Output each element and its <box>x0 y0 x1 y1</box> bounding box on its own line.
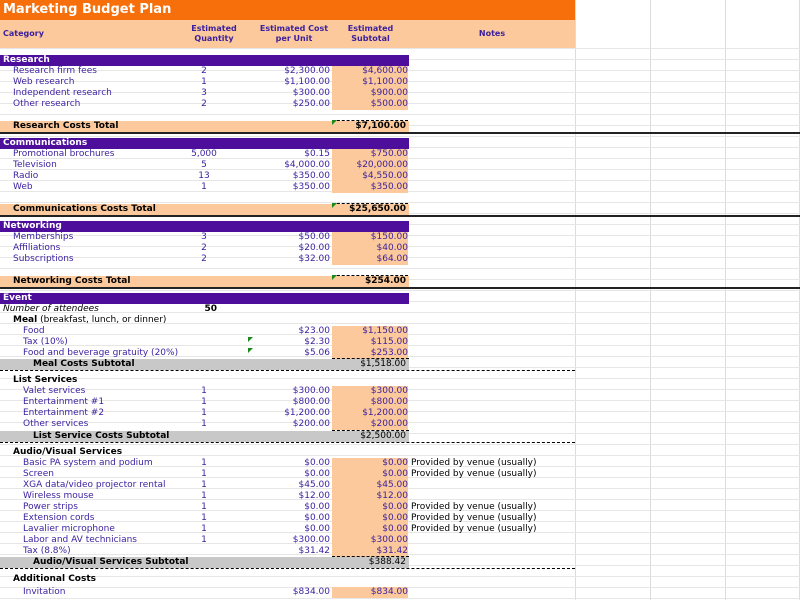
item-quantity[interactable]: 2 <box>201 254 207 264</box>
dashed-divider <box>332 358 409 359</box>
av-heading-row <box>0 447 800 458</box>
item-subtotal[interactable]: $40.00 <box>332 243 408 254</box>
table-row <box>0 254 800 265</box>
header-subtotal[interactable]: Estimated Subtotal <box>332 20 409 48</box>
table-row <box>0 232 800 243</box>
attendees-row <box>0 304 800 315</box>
section-divider <box>0 132 800 134</box>
item-subtotal[interactable]: $200.00 <box>332 419 408 430</box>
item-cost[interactable]: $0.00 <box>304 458 330 468</box>
item-subtotal[interactable]: $300.00 <box>332 386 408 397</box>
list-heading-row <box>0 375 800 386</box>
item-subtotal[interactable]: $834.00 <box>332 587 408 598</box>
item-subtotal[interactable]: $31.42 <box>332 546 408 557</box>
dashed-divider <box>332 556 409 557</box>
table-row <box>0 502 800 513</box>
item-subtotal[interactable]: $1,150.00 <box>332 326 408 337</box>
item-subtotal[interactable]: $0.00 <box>332 469 408 480</box>
av-heading: Audio/Visual Services <box>13 447 123 457</box>
subtotal-label: List Service Costs Subtotal <box>33 431 170 441</box>
item-quantity[interactable]: 1 <box>201 513 207 523</box>
item-subtotal[interactable]: $20,000.00 <box>332 160 408 171</box>
item-cost[interactable]: $834.00 <box>292 587 330 597</box>
list-heading: List Services <box>13 375 78 385</box>
total-value[interactable]: $7,100.00 <box>355 121 406 131</box>
total-value[interactable]: $254.00 <box>365 276 406 286</box>
subtotal-value[interactable]: $388.42 <box>368 557 406 567</box>
item-name[interactable]: Food and beverage gratuity (20%) <box>23 348 179 358</box>
table-row <box>0 66 800 77</box>
item-subtotal[interactable]: $1,100.00 <box>332 77 408 88</box>
item-note[interactable] <box>411 546 571 557</box>
subtotal-label: Meal Costs Subtotal <box>33 359 135 369</box>
item-note[interactable] <box>411 480 571 491</box>
item-subtotal[interactable]: $253.00 <box>332 348 408 359</box>
item-note[interactable] <box>411 535 571 546</box>
item-quantity[interactable]: 5 <box>201 160 207 170</box>
item-name[interactable]: Entertainment #1 <box>23 397 105 407</box>
item-name[interactable]: Labor and AV technicians <box>23 535 137 545</box>
dashed-divider <box>0 442 575 443</box>
item-name[interactable]: Independent research <box>13 88 112 98</box>
item-cost[interactable]: $350.00 <box>292 171 330 181</box>
item-cost[interactable]: $0.00 <box>304 513 330 523</box>
item-name[interactable]: Valet services <box>23 386 86 396</box>
error-indicator-icon <box>332 120 337 125</box>
item-quantity[interactable]: 1 <box>201 77 207 87</box>
table-row <box>0 524 800 535</box>
dashed-divider <box>0 370 575 371</box>
additional-heading-row <box>0 574 800 585</box>
item-quantity[interactable]: 3 <box>201 232 207 242</box>
item-name[interactable]: Screen <box>23 469 54 479</box>
item-note[interactable]: Provided by venue (usually) <box>411 502 537 512</box>
item-cost[interactable]: $300.00 <box>292 386 330 396</box>
total-label: Communications Costs Total <box>13 204 156 214</box>
header-notes[interactable]: Notes <box>409 20 575 48</box>
item-quantity[interactable]: 1 <box>201 397 207 407</box>
total-label: Networking Costs Total <box>13 276 131 286</box>
item-name[interactable]: Entertainment #2 <box>23 408 105 418</box>
item-cost[interactable]: $32.00 <box>298 254 330 264</box>
item-subtotal[interactable]: $0.00 <box>332 458 408 469</box>
item-cost[interactable]: $1,100.00 <box>284 77 330 87</box>
item-name[interactable]: Lavalier microphone <box>23 524 115 534</box>
table-row <box>0 397 800 408</box>
total-label: Research Costs Total <box>13 121 119 131</box>
table-row <box>0 386 800 397</box>
section-header[interactable]: Communications <box>0 138 409 149</box>
table-row <box>0 419 800 430</box>
header-quantity[interactable]: Estimated Quantity <box>172 20 256 48</box>
item-quantity[interactable]: 1 <box>201 408 207 418</box>
item-quantity[interactable]: 5,000 <box>191 149 217 159</box>
item-cost[interactable]: $45.00 <box>298 480 330 490</box>
item-name[interactable]: Radio <box>13 171 39 181</box>
item-subtotal[interactable]: $300.00 <box>332 535 408 546</box>
subtotal-value[interactable]: $1,518.00 <box>360 359 406 369</box>
item-subtotal[interactable]: $0.00 <box>332 513 408 524</box>
table-row <box>0 458 800 469</box>
table-row <box>0 535 800 546</box>
meal-heading-row <box>0 315 800 326</box>
item-subtotal[interactable]: $64.00 <box>332 254 408 265</box>
total-value[interactable]: $25,650.00 <box>349 204 406 214</box>
item-quantity[interactable]: 2 <box>201 99 207 109</box>
grid-line <box>0 136 800 137</box>
meal-heading-bold: Meal <box>13 315 38 325</box>
item-name[interactable]: Television <box>13 160 57 170</box>
item-quantity[interactable]: 1 <box>201 535 207 545</box>
item-quantity[interactable]: 1 <box>201 386 207 396</box>
item-cost[interactable]: $250.00 <box>292 99 330 109</box>
item-quantity[interactable]: 3 <box>201 88 207 98</box>
table-row <box>0 408 800 419</box>
item-name[interactable]: Web <box>13 182 33 192</box>
table-row <box>0 587 800 598</box>
meal-heading <box>13 315 203 326</box>
table-row <box>0 77 800 88</box>
table-row <box>0 171 800 182</box>
item-name[interactable]: Other services <box>23 419 89 429</box>
table-row <box>0 99 800 110</box>
table-row <box>0 182 800 193</box>
item-cost[interactable]: $12.00 <box>298 491 330 501</box>
item-cost[interactable]: $4,000.00 <box>284 160 330 170</box>
item-quantity[interactable]: 1 <box>201 458 207 468</box>
error-indicator-icon <box>248 337 253 342</box>
item-subtotal[interactable]: $4,550.00 <box>332 171 408 182</box>
item-quantity[interactable]: 2 <box>201 243 207 253</box>
item-cost[interactable]: $200.00 <box>292 419 330 429</box>
item-name[interactable]: Basic PA system and podium <box>23 458 153 468</box>
item-cost[interactable]: $300.00 <box>292 88 330 98</box>
item-cost[interactable]: $800.00 <box>292 397 330 407</box>
item-cost[interactable]: $350.00 <box>292 182 330 192</box>
total-box <box>332 275 408 286</box>
item-subtotal[interactable]: $0.00 <box>332 502 408 513</box>
item-cost[interactable]: $23.00 <box>298 326 330 336</box>
header-cost[interactable]: Estimated Cost per Unit <box>256 20 332 48</box>
item-quantity[interactable]: 2 <box>201 66 207 76</box>
item-name[interactable]: Extension cords <box>23 513 95 523</box>
table-row <box>0 491 800 502</box>
grid-line <box>0 290 800 291</box>
item-name[interactable]: Tax (10%) <box>23 337 68 347</box>
table-row <box>0 326 800 337</box>
item-name[interactable]: Tax (8.8%) <box>23 546 71 556</box>
item-name[interactable]: Promotional brochures <box>13 149 115 159</box>
table-row <box>0 149 800 160</box>
grid-line <box>0 114 800 115</box>
section-header[interactable]: Research <box>0 55 409 66</box>
item-name[interactable]: Affiliations <box>13 243 61 253</box>
table-row <box>0 469 800 480</box>
item-note[interactable]: Provided by venue (usually) <box>411 513 537 523</box>
sheet-title[interactable]: Marketing Budget Plan <box>0 0 575 20</box>
total-box <box>332 120 408 131</box>
item-cost[interactable]: $20.00 <box>298 243 330 253</box>
item-cost[interactable]: $0.15 <box>304 149 330 159</box>
item-cost[interactable]: $0.00 <box>304 469 330 479</box>
item-name[interactable]: Memberships <box>13 232 74 242</box>
item-name[interactable]: XGA data/video projector rental <box>23 480 166 490</box>
item-note[interactable]: Provided by venue (usually) <box>411 524 537 534</box>
attendees-value[interactable]: 50 <box>204 304 217 314</box>
item-subtotal[interactable]: $750.00 <box>332 149 408 160</box>
item-name[interactable]: Research firm fees <box>13 66 97 76</box>
item-name[interactable]: Food <box>23 326 45 336</box>
error-indicator-icon <box>332 275 337 280</box>
item-name[interactable]: Other research <box>13 99 81 109</box>
item-quantity[interactable]: 1 <box>201 524 207 534</box>
item-note[interactable]: Provided by venue (usually) <box>411 469 537 479</box>
item-cost[interactable]: $50.00 <box>298 232 330 242</box>
subtotal-row <box>0 557 409 568</box>
grid-line <box>0 268 800 269</box>
subtotal-row <box>0 431 409 442</box>
item-cost[interactable]: $0.00 <box>304 524 330 534</box>
item-subtotal[interactable]: $0.00 <box>332 524 408 535</box>
subtotal-row <box>0 359 409 370</box>
item-subtotal[interactable]: $115.00 <box>332 337 408 348</box>
item-quantity[interactable]: 1 <box>201 502 207 512</box>
table-row <box>0 160 800 171</box>
item-quantity[interactable]: 13 <box>198 171 210 181</box>
item-subtotal[interactable]: $150.00 <box>332 232 408 243</box>
item-name[interactable]: Power strips <box>23 502 78 512</box>
item-subtotal[interactable]: $800.00 <box>332 397 408 408</box>
table-row <box>0 513 800 524</box>
additional-heading: Additional Costs <box>13 574 97 584</box>
item-quantity[interactable] <box>172 546 236 557</box>
table-row <box>0 88 800 99</box>
item-cost[interactable]: $31.42 <box>298 546 330 556</box>
item-quantity[interactable]: 1 <box>201 480 207 490</box>
grid-line <box>0 444 800 445</box>
grid-line <box>0 598 800 599</box>
grid-line <box>0 48 800 49</box>
item-name[interactable]: Subscriptions <box>13 254 74 264</box>
item-name[interactable]: Invitation <box>23 587 66 597</box>
header-category[interactable]: Category <box>0 20 175 48</box>
item-subtotal[interactable]: $12.00 <box>332 491 408 502</box>
item-note[interactable]: Provided by venue (usually) <box>411 458 537 468</box>
item-subtotal[interactable]: $4,600.00 <box>332 66 408 77</box>
item-subtotal[interactable]: $350.00 <box>332 182 408 193</box>
total-box <box>332 203 408 214</box>
item-subtotal[interactable]: $500.00 <box>332 99 408 110</box>
section-header[interactable]: Event <box>0 293 409 304</box>
subtotal-label: Audio/Visual Services Subtotal <box>33 557 189 567</box>
dashed-divider <box>0 568 575 569</box>
section-header[interactable]: Networking <box>0 221 409 232</box>
table-row <box>0 480 800 491</box>
item-cost[interactable]: $0.00 <box>304 502 330 512</box>
item-quantity[interactable]: 1 <box>201 419 207 429</box>
error-indicator-icon <box>332 203 337 208</box>
item-quantity[interactable]: 1 <box>201 182 207 192</box>
section-divider <box>0 215 800 217</box>
item-cost[interactable]: $5.06 <box>304 348 330 358</box>
item-note[interactable] <box>411 491 571 502</box>
error-indicator-icon <box>248 348 253 353</box>
item-quantity[interactable]: 1 <box>201 469 207 479</box>
attendees-label: Number of attendees <box>3 304 99 314</box>
section-divider <box>0 287 800 289</box>
item-subtotal[interactable]: $45.00 <box>332 480 408 491</box>
item-subtotal[interactable]: $1,200.00 <box>332 408 408 419</box>
meal-heading-note: (breakfast, lunch, or dinner) <box>37 315 167 325</box>
item-cost[interactable]: $2.30 <box>304 337 330 347</box>
item-cost[interactable]: $1,200.00 <box>284 408 330 418</box>
item-name[interactable]: Wireless mouse <box>23 491 94 501</box>
item-subtotal[interactable]: $900.00 <box>332 88 408 99</box>
dashed-divider <box>332 430 409 431</box>
item-name[interactable]: Web research <box>13 77 75 87</box>
subtotal-value[interactable]: $2,500.00 <box>360 431 406 441</box>
item-quantity[interactable]: 1 <box>201 491 207 501</box>
item-cost[interactable]: $2,300.00 <box>284 66 330 76</box>
item-cost[interactable]: $300.00 <box>292 535 330 545</box>
table-row <box>0 337 800 348</box>
table-row <box>0 243 800 254</box>
